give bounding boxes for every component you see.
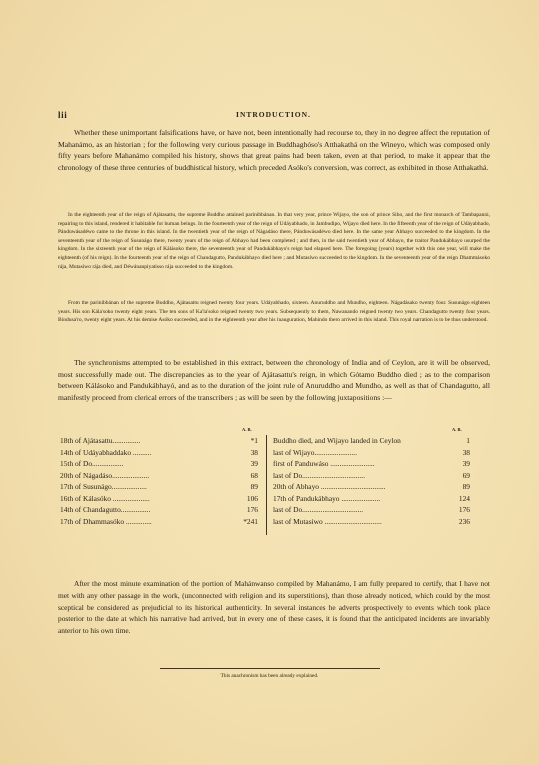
table-cell-left: 20th of Nágadáso.................... (60, 470, 150, 480)
paragraph-conclusion (58, 578, 490, 637)
table-cell-right: 17th of Pandukábhayo ..................... (273, 493, 381, 503)
table-cell-right-number: 1 (466, 436, 470, 445)
paragraph-text: In the eighteenth year of the reign of Ajátasattu, the supreme Buddho attained parinibbánan. In that very year, prince Wijayo, the son of prince Siho, and the first monarch of Tambapanni, repairing to this island, rendered it habitable for human beings. In the fourteenth year of the reign of Udáyabhado, in Jambudipo, Wijayo died here. In the fifteenth year of the reign of Udáyabhado, Pánduwásadéwo came to the throne in this island. In the twentieth year of the reign of Nágadáso there, Pánduwásadéwo died here. In the same year Abhayo succeeded to the kingdom. In the seventeenth year of the reign of Susunágo there, twenty years of the reign of Abhayo had been completed ; and then, in the said twentieth year of Abhayo, the traitor Pandukábhayo usurped the kingdom. In the sixteenth year of the reign of Kálásoko there, the seventeenth year of Pandukábhayo's reign had elapsed here. The foregoing (years) together with this one year, will make the eighteenth (of his reign). In the fourteenth year of the reign of Chandagutto, Pandukábhayo died here ; and Mutasíwo succeeded to the kingdom. In the seventeenth year of the reign Dhammásoko rája, Mutasíwo rája died, and Déwánanpiyatisso rája succeeded to the kingdom. (58, 212, 490, 270)
table-cell-right-number: 39 (462, 459, 470, 468)
paragraph-text: The synchronisms attempted to be established in this extract, between the chronology of India and of Ceylon, are it will be observed, most successfully made out. The discrepancies as to the year of Ajátasattu's reign, in which Gótamo Buddho died ; as to the comparison between Kálásoko and Pandukábhayó, and as to the duration of the joint rule of Anuruddho and Mundho, as well as that of Chandagutto, all manifestly proceed from clerical errors of the transcribers ; as will be seen by the following juxtapositions :— (58, 358, 490, 402)
table-cell-left: 17th of Susunágo................... (60, 482, 147, 491)
table-cell-left-number: 38 (250, 447, 258, 457)
table-cell-right-number: 176 (458, 505, 470, 514)
table-row (60, 471, 470, 482)
table-cell-right: first of Panduwáso ........................ (273, 459, 375, 468)
table-row (60, 459, 470, 470)
table-cell-left-number: 106 (246, 493, 258, 503)
table-cell-right: last of Do................................. (273, 505, 364, 514)
paragraph-intro (58, 127, 490, 173)
table-cell-left: 14th of Chandagutto................ (60, 505, 151, 514)
paragraph-synchronisms (58, 357, 490, 403)
paragraph-text: From the parinibbánan of the supreme Buddho, Ajátasattu reigned twenty four years. Udáyabhado, sixteen. Anuruddho and Mundho, eighteen. Nágadásako twenty four. Susunágo eighteen years. His son Kála'soko twenty eight years. The ten sons of Ka'la'soko reigned twenty two years. Subsequently to them, Nawanando reigned twenty two years. Chandagutto twenty four years. Bindusa'ro, twenty eight years. At his demise Asóko succeeded, and in the eighteenth year after his inauguration, Mahindo thero arrived in this island. This royal narration is to be thus understood. (58, 300, 490, 324)
page-number: lii (58, 110, 68, 120)
table-row (60, 517, 470, 528)
table-cell-right-number: 236 (458, 516, 470, 526)
table-cell-right: last of Do.................................. (273, 470, 365, 480)
table-cell-left-number: *1 (250, 436, 258, 445)
table-cell-right-number: 89 (462, 482, 470, 491)
table-cell-left: 18th of Ajátasattu............... (60, 436, 141, 445)
table-cell-left: 16th of Kálasóko .................... (60, 493, 150, 503)
table-cell-right-number: 69 (462, 470, 470, 480)
table-row (60, 482, 470, 493)
footnote: This anachronism has been already explained. (220, 673, 319, 679)
column-header-right: A. B. (452, 427, 462, 432)
table-cell-left: 15th of Do................. (60, 459, 124, 468)
table-cell-right: Buddho died, and Wijayo landed in Ceylon (273, 436, 401, 445)
column-header-left: A. B. (242, 427, 252, 432)
table-cell-left-number: 39 (250, 459, 258, 468)
quoted-passage-1 (58, 211, 490, 271)
table-cell-left: 17th of Dhammasóko .............. (60, 516, 152, 526)
table-cell-left-number: 68 (250, 470, 258, 480)
table-cell-right-number: 124 (458, 493, 470, 503)
table-row (60, 494, 470, 505)
table-cell-right: last of Mutasiwo ............................... (273, 516, 382, 526)
footnote-rule (160, 668, 380, 669)
table-cell-right: last of Wijayo....................... (273, 447, 357, 457)
table-cell-right-number: 38 (462, 447, 470, 457)
table-cell-left-number: *241 (243, 516, 258, 526)
table-cell-left-number: 176 (246, 505, 258, 514)
paragraph-text: Whether these unimportant falsifications have, or have not, been intentionally had recourse to, they in no degree affect the reputation of Mahanámo, as an historian ; for the following very curious passage in Buddhaghóso's Atthakathá on the Wineyo, which was composed only fifty years before Mahanámo compiled his history, shows that great pains had been taken, even at that period, to make it appear that the chronology of these three centuries of buddhistical history, which preceded Asóko's conversion, was correct, as exhibited in those Atthakathá. (58, 128, 490, 172)
table-cell-left: 14th of Udáyabhaddako .......... (60, 447, 152, 457)
running-head: INTRODUCTION. (236, 110, 311, 119)
table-row (60, 505, 470, 516)
paragraph-text: After the most minute examination of the portion of Mahánwanso compiled by Mahanámo, I am fully prepared to certify, that I have not met with any other passage in the work, (unconnected with religion and its superstitions), than those already noticed, which could by the most sceptical be considered as prejudicial to its historical authenticity. In several instances he adverts prospectively to events which took place posterior to the date at which his narrative had arrived, but in every one of these cases, it is found that the anticipated incidents are invariably anterior to his own time. (58, 579, 490, 636)
table-row (60, 448, 470, 459)
table-cell-right: 20th of Abhayo ................................... (273, 482, 386, 491)
table-cell-left-number: 89 (250, 482, 258, 491)
table-row (60, 436, 470, 447)
quoted-passage-2 (58, 299, 490, 325)
